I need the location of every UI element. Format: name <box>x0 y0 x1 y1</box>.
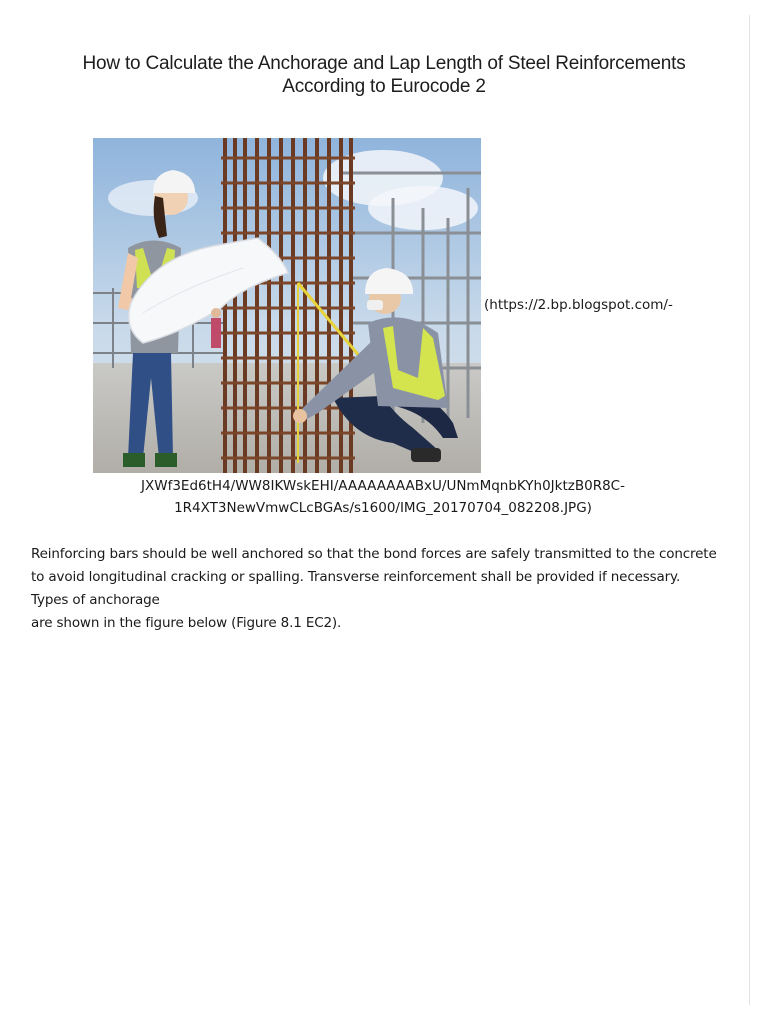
image-source-link-part1[interactable]: (https://2.bp.blogspot.com/- <box>484 297 673 313</box>
page-edge-divider <box>749 15 750 1005</box>
page-title <box>40 52 728 98</box>
image-source-link-part2[interactable] <box>40 475 726 519</box>
paragraph-line-2: to avoid longitudinal cracking or spalling. Transverse reinforcement shall be provided if necessary. <box>31 569 681 585</box>
paragraph-line-1: Reinforcing bars should be well anchored so that the bond forces are safely transmitted to the concrete <box>31 546 717 562</box>
image-source-link-line3: 1R4XT3NewVmwCLcBGAs/s1600/IMG_20170704_082208.JPG) <box>174 500 592 516</box>
title-line-2: According to Eurocode 2 <box>282 76 486 97</box>
image-source-link-line2: JXWf3Ed6tH4/WW8IKWskEHI/AAAAAAAABxU/UNmMqnbKYh0JktzB0R8C- <box>141 478 625 494</box>
anchorage-paragraph <box>31 543 741 635</box>
paragraph-line-3: Types of anchorage <box>31 592 160 608</box>
paragraph-line-4: are shown in the figure below (Figure 8.1 EC2). <box>31 615 342 631</box>
title-line-1: How to Calculate the Anchorage and Lap Length of Steel Reinforcements <box>82 53 686 74</box>
construction-site-photo[interactable] <box>93 138 481 473</box>
